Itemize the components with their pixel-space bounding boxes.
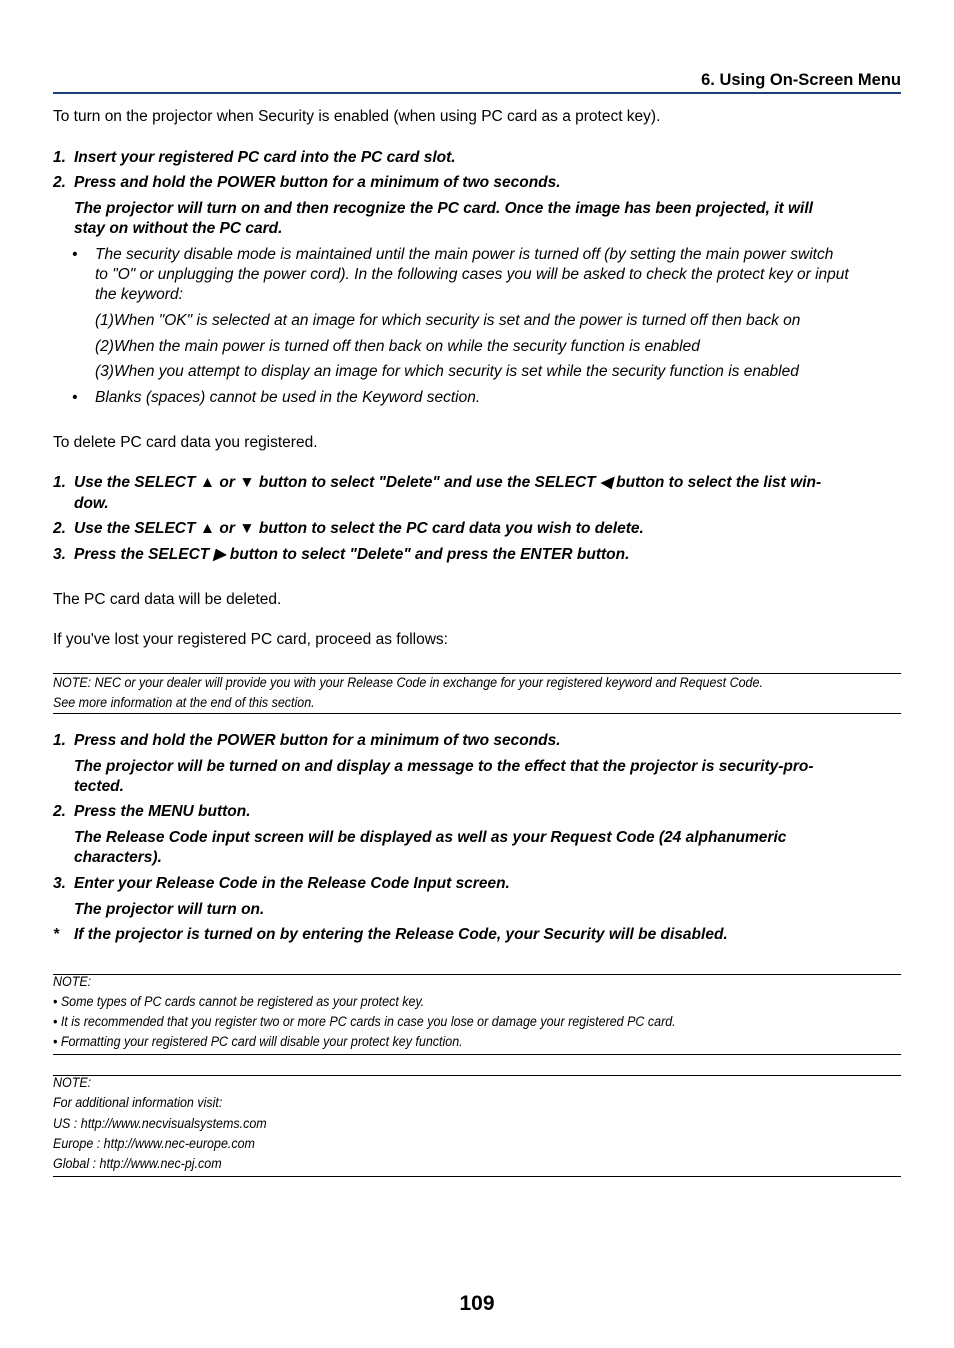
step-number: 3. [53, 875, 66, 892]
case-item-3: (3)When you attempt to display an image for which security is set while the security function is enabled [95, 363, 799, 380]
bullet-mark: • [72, 246, 78, 263]
note-rule-bottom [53, 713, 901, 714]
case-item-2: (2)When the main power is turned off then back on while the security function is enabled [95, 338, 700, 355]
section3-intro: If you've lost your registered PC card, proceed as follows: [53, 631, 448, 648]
delete-step3: Press the SELECT ▶ button to select "Delete" and press the ENTER button. [74, 546, 630, 563]
lost-step3-detail1: The projector will turn on. [74, 901, 265, 918]
note1-line1: NOTE: NEC or your dealer will provide you with your Release Code in exchange for your registered keyword and Request Code. [53, 675, 763, 691]
lost-step1-detail1: The projector will be turned on and display a message to the effect that the projector is security-pro- [74, 758, 814, 775]
step-number: 3. [53, 546, 66, 563]
lost-step3: Enter your Release Code in the Release Code Input screen. [74, 875, 510, 892]
note1-line2: See more information at the end of this section. [53, 695, 315, 711]
page-number: 109 [459, 1292, 495, 1315]
delete-step1-line1: Use the SELECT ▲ or ▼ button to select "Delete" and use the SELECT ◀ button to select the list win- [74, 474, 822, 491]
bullet1-line2: to "O" or unplugging the power cord). In the following cases you will be asked to check the protect key or input [95, 266, 849, 283]
bullet-mark: • [72, 389, 78, 406]
step-text: Insert your registered PC card into the PC card slot. [74, 149, 456, 166]
page-header-title: 6. Using On-Screen Menu [701, 71, 901, 89]
section2-intro: To delete PC card data you registered. [53, 434, 318, 451]
step-number: 2. [53, 803, 66, 820]
note2-item-3: • Formatting your registered PC card will disable your protect key function. [53, 1034, 463, 1050]
step-number: 1. [53, 474, 66, 491]
delete-step2: Use the SELECT ▲ or ▼ button to select the PC card data you wish to delete. [74, 520, 644, 537]
note2-rule-bottom [53, 1054, 901, 1055]
step-number: 1. [53, 149, 66, 166]
step2-detail-line2: stay on without the PC card. [74, 220, 283, 237]
note2-rule-top [53, 974, 901, 975]
note3-link-us: US : http://www.necvisualsystems.com [53, 1116, 267, 1132]
asterisk-mark: * [53, 926, 60, 943]
note2-title: NOTE: [53, 974, 92, 990]
step-number: 2. [53, 520, 66, 537]
asterisk-note: If the projector is turned on by entering the Release Code, your Security will be disabled. [74, 926, 728, 943]
note3-rule-top [53, 1075, 901, 1076]
lost-step2: Press the MENU button. [74, 803, 251, 820]
bullet1-line1: The security disable mode is maintained until the main power is turned off (by setting the main power switch [95, 246, 834, 263]
header-rule [53, 92, 901, 94]
lost-step1: Press and hold the POWER button for a minimum of two seconds. [74, 732, 561, 749]
step-number: 2. [53, 174, 66, 191]
step-text: Press and hold the POWER button for a minimum of two seconds. [74, 174, 561, 191]
note3-title: NOTE: [53, 1075, 92, 1091]
lost-step2-detail1: The Release Code input screen will be displayed as well as your Request Code (24 alphanumeric [74, 829, 787, 846]
bullet2-text: Blanks (spaces) cannot be used in the Keyword section. [95, 389, 481, 406]
step-number: 1. [53, 732, 66, 749]
note3-line-1: For additional information visit: [53, 1095, 223, 1111]
note2-item-1: • Some types of PC cards cannot be registered as your protect key. [53, 994, 425, 1010]
delete-result: The PC card data will be deleted. [53, 591, 282, 608]
note2-item-2: • It is recommended that you register two or more PC cards in case you lose or damage your registered PC card. [53, 1014, 676, 1030]
lost-step2-detail2: characters). [74, 849, 162, 866]
note3-rule-bottom [53, 1176, 901, 1177]
case-item-1: (1)When "OK" is selected at an image for which security is set and the power is turned off then back on [95, 312, 801, 329]
lost-step1-detail2: tected. [74, 778, 124, 795]
bullet1-line3: the keyword: [95, 286, 183, 303]
step2-detail-line1: The projector will turn on and then recognize the PC card. Once the image has been projected, it will [74, 200, 813, 217]
note3-link-global: Global : http://www.nec-pj.com [53, 1156, 222, 1172]
delete-step1-line2: dow. [74, 495, 109, 512]
note3-link-europe: Europe : http://www.nec-europe.com [53, 1136, 255, 1152]
section1-intro: To turn on the projector when Security is enabled (when using PC card as a protect key). [53, 108, 661, 125]
